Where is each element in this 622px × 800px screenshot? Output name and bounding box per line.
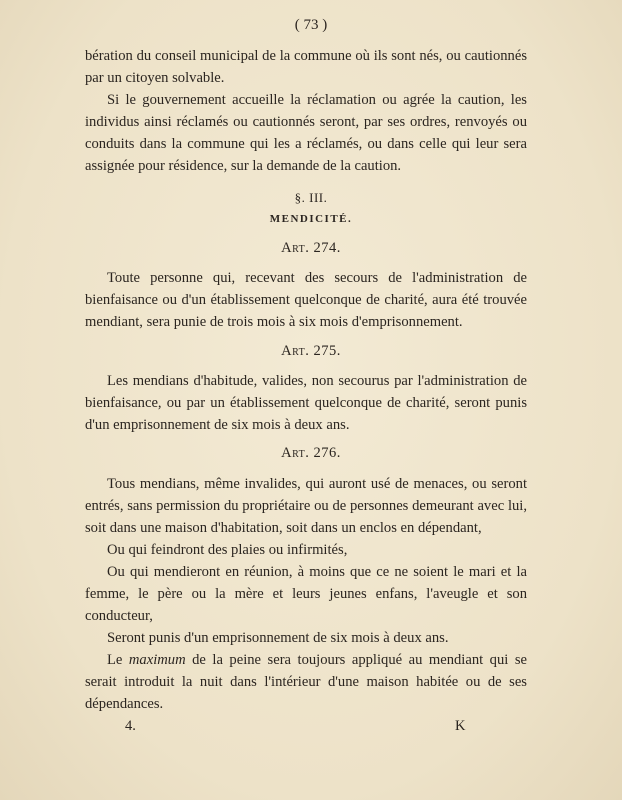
top-text-block	[85, 45, 527, 177]
signature-mark-right: K	[455, 718, 466, 734]
maximum-prefix: Le	[107, 652, 129, 668]
section-number: §. III.	[294, 190, 328, 205]
continuation-paragraph: bération du conseil municipal de la commune où ils sont nés, ou cautionnés par un citoyen solvable.	[85, 48, 527, 86]
article-274-label: Art. 274.	[281, 240, 341, 256]
article-276-paragraph-2: Ou qui feindront des plaies ou infirmités,	[107, 542, 348, 558]
article-275-text: Les mendians d'habitude, valides, non secourus par l'administration de bienfaisance, ou par un établissement quelconque de charité, seront punis d'un emprisonnement de six mois à deux ans.	[85, 373, 527, 433]
article-276-paragraph-1: Tous mendians, même invalides, qui auront usé de menaces, ou seront entrés, sans permission du propriétaire ou de personnes demeurant avec lui, soit dans une maison d'habitation, soit dans un enclos en dépendant,	[85, 476, 527, 536]
article-276-heading	[0, 445, 622, 462]
page-number: ( 73 )	[294, 17, 328, 33]
maximum-italic: maximum	[128, 652, 186, 668]
section-title: MENDICITÉ.	[269, 213, 353, 225]
maximum-rest: de la peine sera toujours appliqué au mendiant qui se serait introduit la nuit dans l'intérieur d'une maison habitée ou de ses dépendances.	[85, 652, 527, 712]
gouvernement-paragraph: Si le gouvernement accueille la réclamation ou agrée la caution, les individus ainsi réclamés ou cautionnés seront, par ses ordres, renvoyés ou conduits dans la commune qui les a réclamés, ou dans celle qui leur sera assignée pour résidence, sur la demande de la caution.	[85, 92, 527, 174]
article-274-heading	[0, 240, 622, 257]
article-275-label: Art. 275.	[281, 343, 341, 359]
article-276-label: Art. 276.	[281, 445, 341, 461]
signature-mark-left: 4.	[125, 718, 136, 734]
article-276-body	[85, 473, 527, 715]
article-274-text: Toute personne qui, recevant des secours de l'administration de bienfaisance ou d'un établissement quelconque de charité, aura été trouvée mendiant, sera punie de trois mois à six mois d'emprisonnement.	[85, 270, 527, 330]
article-276-paragraph-4: Seront punis d'un emprisonnement de six mois à deux ans.	[107, 630, 449, 646]
article-276-paragraph-3: Ou qui mendieront en réunion, à moins que ce ne soient le mari et la femme, le père ou la mère et leurs jeunes enfans, l'aveugle et son conducteur,	[85, 564, 527, 624]
article-276-paragraph-5	[85, 649, 527, 715]
article-275-heading	[0, 343, 622, 360]
